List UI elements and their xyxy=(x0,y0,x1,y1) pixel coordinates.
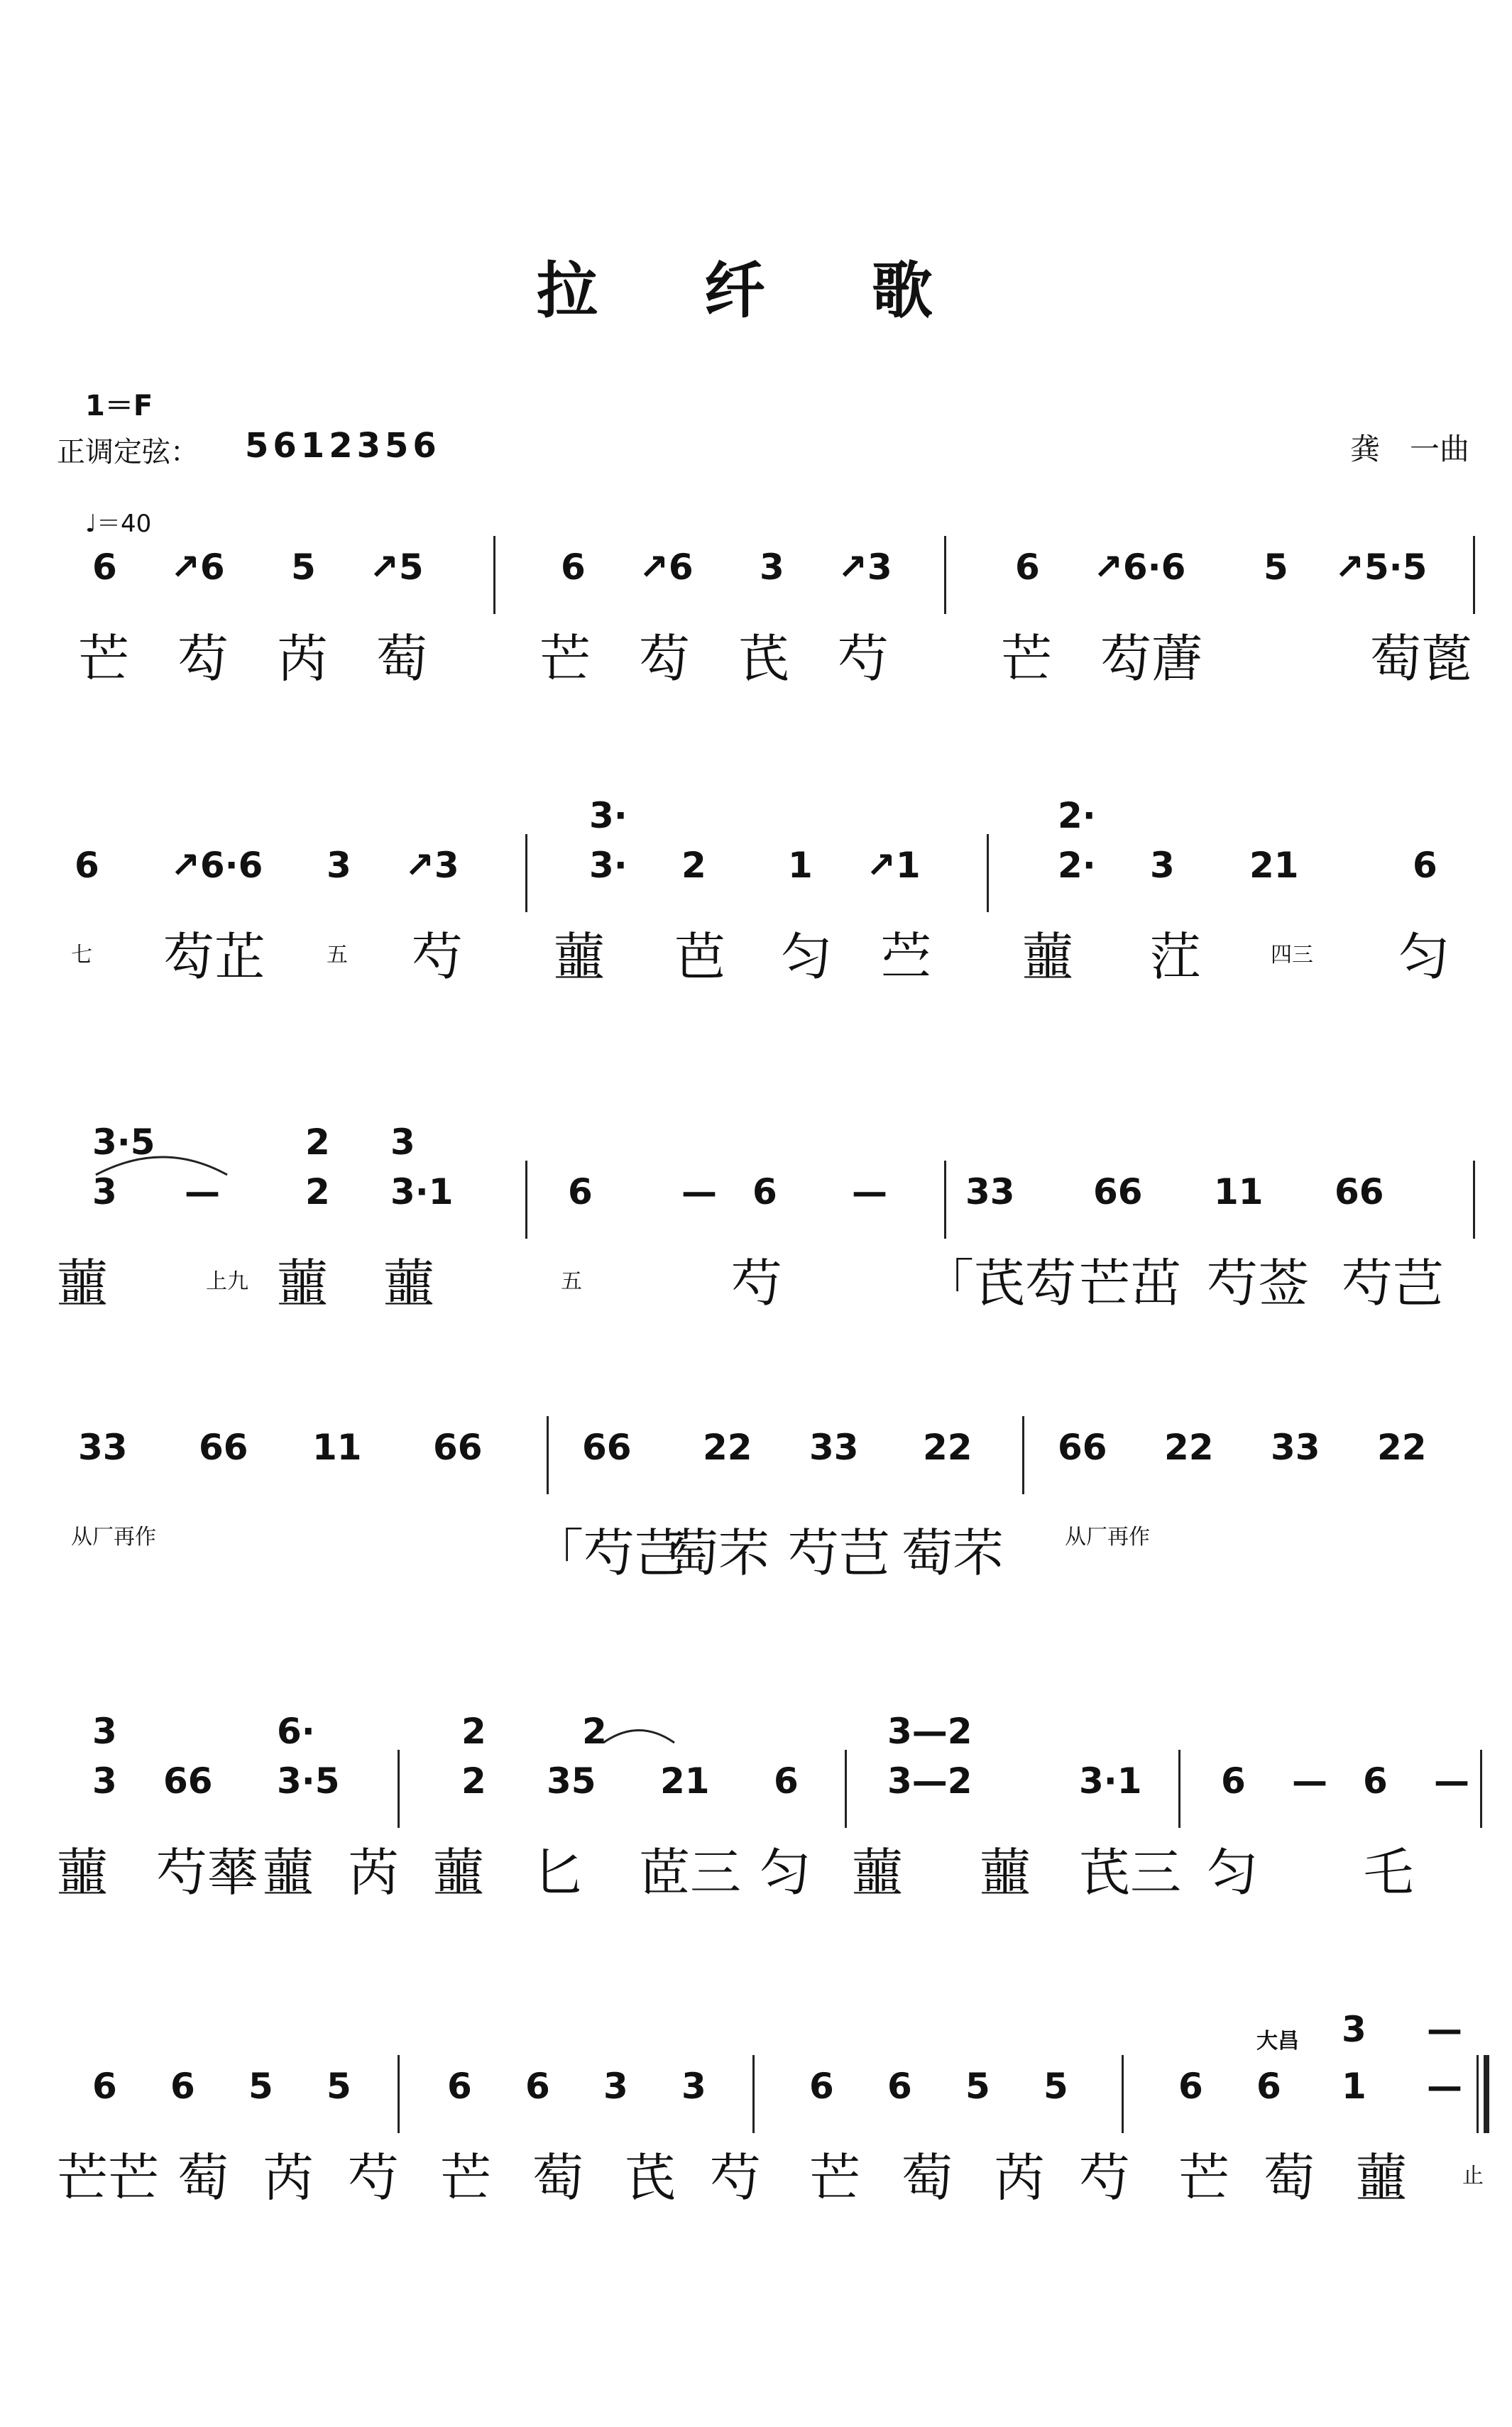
note: ↗5 xyxy=(369,547,424,588)
tab-glyph: 蘁 xyxy=(57,1254,109,1313)
upper-note: 3 xyxy=(390,1122,415,1163)
barline xyxy=(525,1161,527,1239)
tab-glyph: 芪 xyxy=(625,2148,676,2208)
note: ↗6·6 xyxy=(1093,547,1186,588)
note: 5 xyxy=(965,2066,990,2107)
note: 33 xyxy=(78,1427,128,1468)
tab-glyph: 芍 xyxy=(348,2148,400,2208)
note: — xyxy=(852,1171,887,1212)
tab-glyph: 芮 xyxy=(277,629,329,689)
system-1 xyxy=(71,547,1484,710)
note: 6 xyxy=(1221,1760,1246,1802)
note: ↗5·5 xyxy=(1335,547,1428,588)
note: 6 xyxy=(170,2066,195,2107)
tab-glyph: 匕 xyxy=(532,1843,584,1902)
note: 66 xyxy=(163,1760,213,1802)
notation-row xyxy=(71,1760,1484,1824)
note: ↗6·6 xyxy=(170,845,263,886)
tab-glyph: 芍芑 xyxy=(1342,1254,1445,1313)
upper-note: 6· xyxy=(277,1711,315,1752)
note: 5 xyxy=(248,2066,273,2107)
tab-glyph: 芒茁 xyxy=(1079,1254,1182,1313)
note: ↗3 xyxy=(838,547,892,588)
note: 5 xyxy=(327,2066,351,2107)
tab-glyph: 芶芷 xyxy=(163,927,266,987)
tab-glyph: 四三 xyxy=(1271,943,1313,968)
upper-note: 2· xyxy=(1058,795,1096,836)
note: 66 xyxy=(1335,1171,1384,1212)
tablature-row xyxy=(71,1491,1484,1604)
note: 21 xyxy=(1249,845,1299,886)
note: 33 xyxy=(809,1427,859,1468)
tab-glyph: 五 xyxy=(561,1269,582,1294)
tab-glyph: 匀 xyxy=(760,1843,811,1902)
tuning-notes: 5612356 xyxy=(245,426,441,466)
note: 3·1 xyxy=(1079,1760,1142,1802)
note: 3 xyxy=(92,1760,117,1802)
tab-glyph: 芒 xyxy=(1178,2148,1230,2208)
tab-glyph: 芮 xyxy=(263,2148,314,2208)
barline xyxy=(944,1161,946,1239)
tab-glyph: 匀 xyxy=(1207,1843,1259,1902)
tab-glyph: 芶 xyxy=(177,629,229,689)
barline xyxy=(752,2055,755,2133)
note: 6 xyxy=(447,2066,472,2107)
barline xyxy=(944,536,946,614)
tab-glyph: 五 xyxy=(327,943,348,968)
barline xyxy=(987,834,989,912)
note: 6 xyxy=(752,1171,777,1212)
barline xyxy=(493,536,495,614)
tab-glyph: 「芍芑 xyxy=(532,1523,686,1583)
note: 6 xyxy=(1413,845,1437,886)
note: — xyxy=(681,1171,717,1212)
tab-glyph: 芒 xyxy=(440,2148,492,2208)
tab-glyph: 萄 xyxy=(902,2148,953,2208)
note: 3 xyxy=(760,547,784,588)
tab-glyph: 芪 xyxy=(738,629,790,689)
tab-glyph: 苎 xyxy=(880,927,932,987)
upper-voice-row xyxy=(71,795,1484,845)
note: ↗1 xyxy=(866,845,921,886)
system-5 xyxy=(57,1711,1484,1924)
note: 33 xyxy=(965,1171,1015,1212)
note: 3 xyxy=(603,2066,628,2107)
piece-title: 拉 纤 歌 xyxy=(537,255,975,327)
tab-glyph: 芍莶 xyxy=(1207,1254,1310,1313)
tablature-row xyxy=(57,1824,1484,1924)
note: 2 xyxy=(681,845,706,886)
tab-glyph: 萄蓖 xyxy=(1370,629,1473,689)
note: 6 xyxy=(774,1760,799,1802)
note: 22 xyxy=(1164,1427,1214,1468)
system-4 xyxy=(71,1427,1484,1604)
tab-glyph: 「芪芶 xyxy=(923,1254,1077,1313)
tab-glyph: 萄 xyxy=(177,2148,229,2208)
tab-glyph: 芍 xyxy=(412,927,464,987)
barline xyxy=(1473,1161,1475,1239)
tab-glyph: 芍芑 xyxy=(788,1523,891,1583)
note: 21 xyxy=(660,1760,710,1802)
tuning-label: 正调定弦： xyxy=(57,436,199,469)
system-6 xyxy=(57,2009,1484,2229)
note: 66 xyxy=(1058,1427,1107,1468)
tab-glyph: 芍 xyxy=(1079,2148,1131,2208)
composer-credit: 龚 一曲 xyxy=(1349,432,1469,466)
system-3 xyxy=(57,1122,1484,1335)
barline xyxy=(1022,1416,1024,1494)
tab-glyph: 芍 xyxy=(838,629,889,689)
note: 5 xyxy=(291,547,316,588)
note: ↗6 xyxy=(170,547,225,588)
note: 3· xyxy=(589,845,628,886)
tab-glyph: 蘁 xyxy=(433,1843,485,1902)
tab-glyph: 蘁 xyxy=(57,1843,109,1902)
tab-glyph: 萄芣 xyxy=(667,1523,770,1583)
upper-voice-row xyxy=(71,2009,1484,2066)
dynamic-marking: 大昌 xyxy=(1256,2029,1299,2054)
tab-glyph: 萄 xyxy=(1264,2148,1315,2208)
tab-glyph: 芶 xyxy=(639,629,691,689)
note: 66 xyxy=(433,1427,483,1468)
note: 6 xyxy=(887,2066,912,2107)
note: 66 xyxy=(1093,1171,1143,1212)
tab-glyph: 芒 xyxy=(809,2148,861,2208)
tab-glyph: 蘁 xyxy=(554,927,606,987)
note: 22 xyxy=(1377,1427,1427,1468)
tab-glyph: 蘁 xyxy=(980,1843,1031,1902)
note: 6 xyxy=(1363,1760,1388,1802)
note: 33 xyxy=(1271,1427,1320,1468)
tab-glyph: 芍 xyxy=(710,2148,762,2208)
upper-note: 3—2 xyxy=(887,1711,973,1752)
tablature-row xyxy=(71,909,1484,1008)
note: 3—2 xyxy=(887,1760,973,1802)
upper-note: 2 xyxy=(461,1711,486,1752)
tab-glyph: 芍 xyxy=(731,1254,783,1313)
tab-annotation: 从厂再作 xyxy=(71,1525,156,1550)
barline xyxy=(1480,1750,1482,1828)
notation-row xyxy=(71,1427,1484,1491)
note: ↗6 xyxy=(639,547,694,588)
tab-glyph: 萄 xyxy=(376,629,428,689)
tab-glyph: 芒 xyxy=(539,629,591,689)
tab-glyph: 芪三 xyxy=(1079,1843,1182,1902)
barline xyxy=(845,1750,847,1828)
tab-glyph: 芮 xyxy=(348,1843,400,1902)
tab-glyph: 乇 xyxy=(1363,1843,1415,1902)
barline xyxy=(547,1416,549,1494)
tab-glyph: 匀 xyxy=(1398,927,1450,987)
upper-note: 2 xyxy=(582,1711,607,1752)
notation-row xyxy=(71,2066,1484,2130)
tab-glyph: 蘁 xyxy=(277,1254,329,1313)
tablature-row xyxy=(71,610,1484,710)
note: 2 xyxy=(305,1171,330,1212)
tab-glyph: 七 xyxy=(71,943,92,968)
note: ↗3 xyxy=(405,845,459,886)
final-barline xyxy=(1477,2055,1479,2133)
tab-glyph: 蘁 xyxy=(852,1843,904,1902)
barline xyxy=(398,1750,400,1828)
note: 22 xyxy=(923,1427,973,1468)
note: — xyxy=(1434,1760,1469,1802)
tab-glyph: 萄 xyxy=(532,2148,584,2208)
upper-note: 3· xyxy=(589,795,628,836)
note: 5 xyxy=(1264,547,1288,588)
note: 66 xyxy=(582,1427,632,1468)
note: 3 xyxy=(681,2066,706,2107)
barline xyxy=(525,834,527,912)
key-signature: 1＝F xyxy=(85,390,153,422)
note: — xyxy=(185,1171,220,1212)
tablature-row xyxy=(57,2130,1484,2229)
note: 3 xyxy=(92,1171,117,1212)
notation-row xyxy=(71,547,1484,610)
note: 11 xyxy=(1214,1171,1264,1212)
tab-glyph: 上九 xyxy=(206,1269,248,1294)
note: 1 xyxy=(1342,2066,1366,2107)
tab-glyph: 芶蓎 xyxy=(1100,629,1203,689)
upper-voice-row xyxy=(71,1711,1484,1760)
final-barline xyxy=(1484,2055,1489,2133)
tab-glyph: 芭 xyxy=(674,927,726,987)
notation-row xyxy=(71,845,1484,909)
upper-note: 2 xyxy=(305,1122,330,1163)
note: 6 xyxy=(525,2066,550,2107)
note: 2 xyxy=(461,1760,486,1802)
tablature-row xyxy=(57,1235,1484,1335)
note: 6 xyxy=(92,2066,117,2107)
tab-glyph: 蘁 xyxy=(263,1843,314,1902)
tab-glyph: 萄芣 xyxy=(902,1523,1004,1583)
barline xyxy=(1178,1750,1180,1828)
upper-voice-row xyxy=(71,1122,1484,1171)
tab-glyph: 蘁 xyxy=(383,1254,435,1313)
note: 2· xyxy=(1058,845,1096,886)
note: 3·1 xyxy=(390,1171,454,1212)
note: 6 xyxy=(809,2066,834,2107)
upper-note: 3 xyxy=(92,1711,117,1752)
note: 11 xyxy=(312,1427,362,1468)
tab-glyph: 芒 xyxy=(1001,629,1053,689)
upper-note: 3 xyxy=(1342,2009,1366,2050)
tab-glyph: 芮 xyxy=(994,2148,1046,2208)
note: 6 xyxy=(1256,2066,1281,2107)
upper-note: 3·5 xyxy=(92,1122,155,1163)
note: 6 xyxy=(92,547,117,588)
note: 66 xyxy=(199,1427,248,1468)
notation-row xyxy=(71,1171,1484,1235)
barline xyxy=(1473,536,1475,614)
tab-glyph: 蘁 xyxy=(1356,2148,1408,2208)
note: 5 xyxy=(1043,2066,1068,2107)
system-2 xyxy=(71,795,1484,1008)
tab-glyph: 茳 xyxy=(1150,927,1202,987)
note: 1 xyxy=(788,845,813,886)
note: 6 xyxy=(1178,2066,1203,2107)
barline xyxy=(1122,2055,1124,2133)
barline xyxy=(398,2055,400,2133)
note: 35 xyxy=(547,1760,596,1802)
tab-glyph: 止 xyxy=(1462,2164,1484,2188)
tab-glyph: 匀 xyxy=(781,927,833,987)
note: 3 xyxy=(1150,845,1175,886)
note: 6 xyxy=(75,845,99,886)
tab-glyph: 芒芒 xyxy=(57,2148,160,2208)
tab-glyph: 芒 xyxy=(78,629,130,689)
note: 3 xyxy=(327,845,351,886)
note: 3·5 xyxy=(277,1760,340,1802)
note: — xyxy=(1292,1760,1327,1802)
note: 6 xyxy=(568,1171,593,1212)
note: 22 xyxy=(703,1427,752,1468)
note: — xyxy=(1427,2066,1462,2107)
tab-glyph: 芍蕐 xyxy=(156,1843,259,1902)
note: 6 xyxy=(1015,547,1040,588)
note: 6 xyxy=(561,547,586,588)
tab-glyph: 蘁 xyxy=(1022,927,1074,987)
upper-note: — xyxy=(1427,2009,1462,2050)
tempo-marking: ♩＝40 xyxy=(85,510,152,538)
tab-glyph: 茝三 xyxy=(639,1843,742,1902)
tab-annotation: 从厂再作 xyxy=(1065,1525,1150,1550)
